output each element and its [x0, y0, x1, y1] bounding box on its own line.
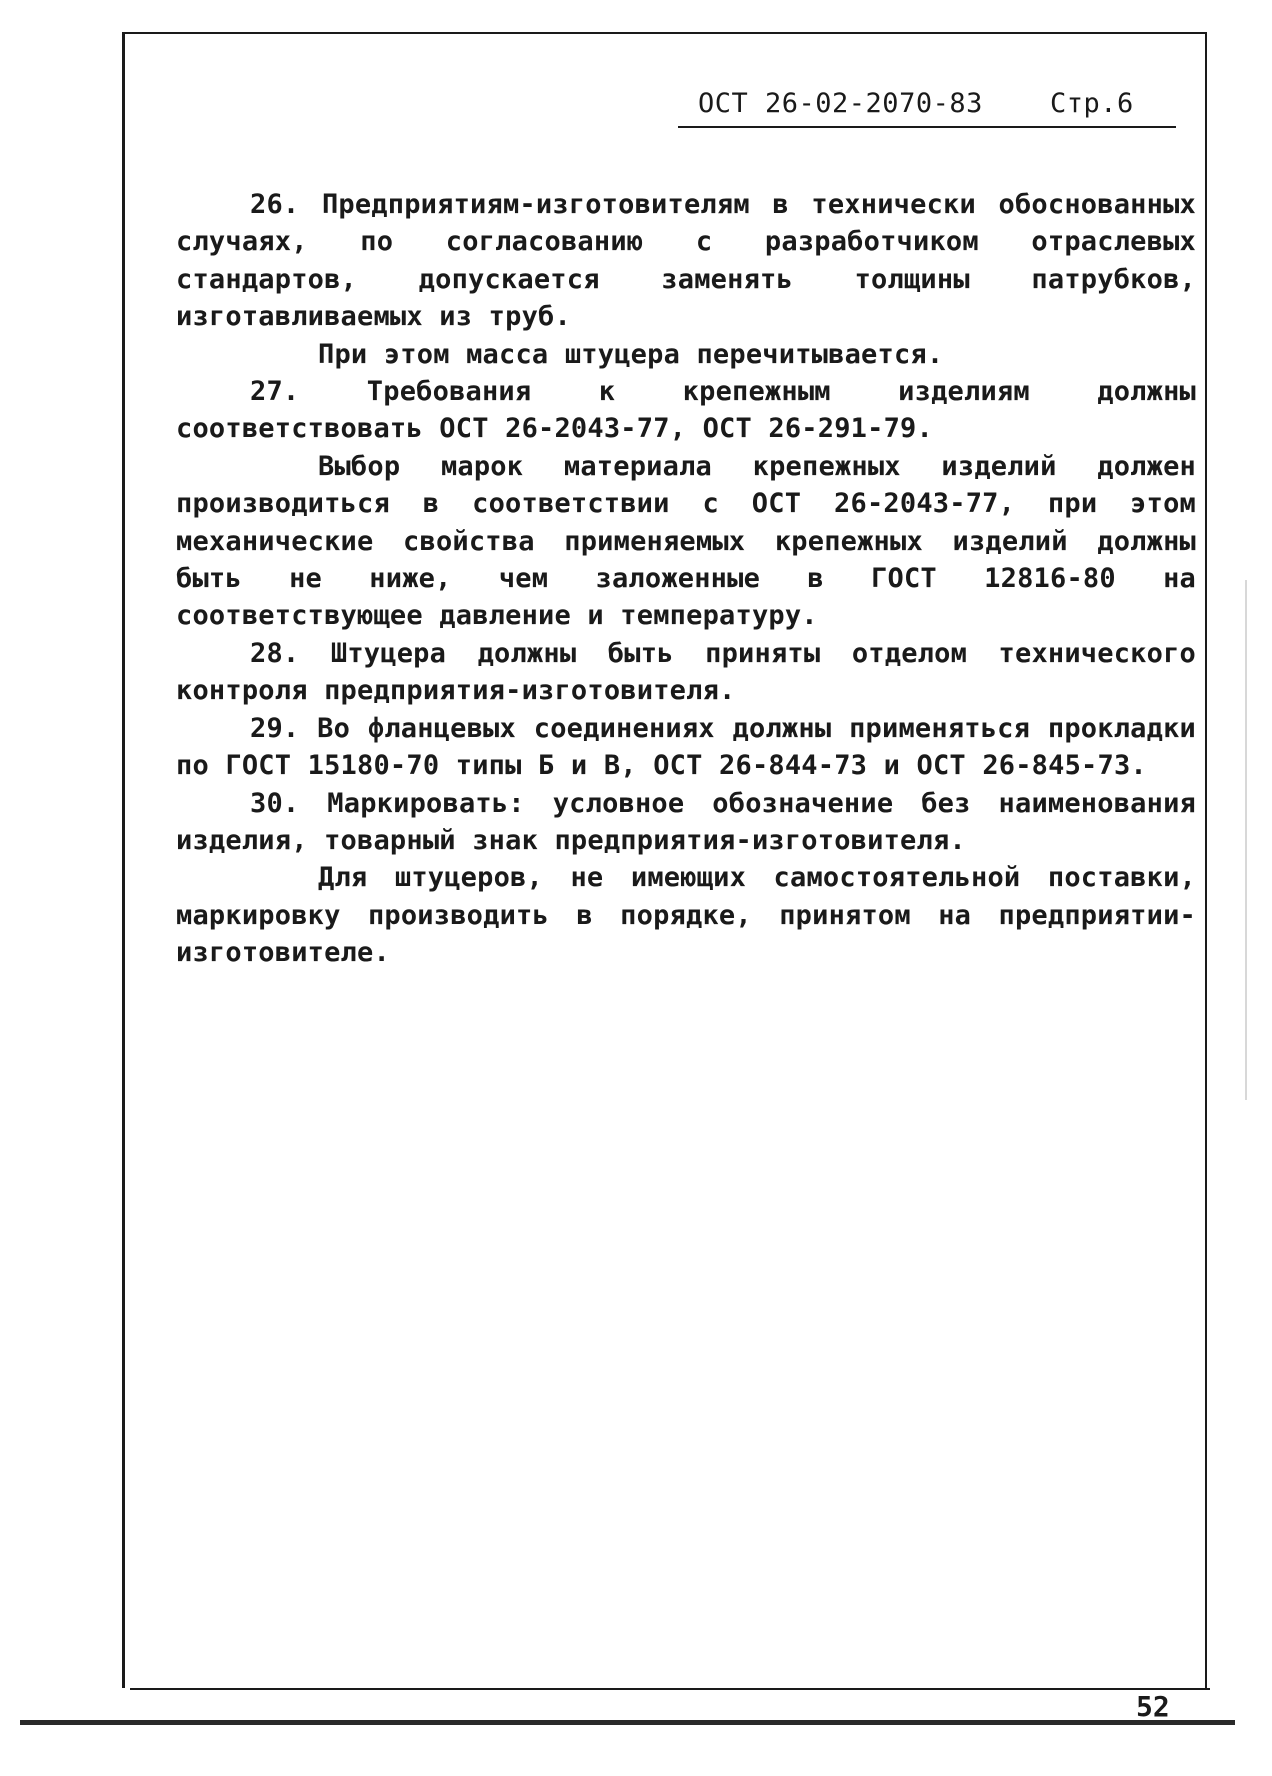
document-code: ОСТ 26-02-2070-83	[698, 88, 983, 119]
paragraph-27: 27. Требования к крепежным изделиям должны соответствовать ОСТ 26-2043-77, ОСТ 26-291-79.	[176, 376, 1196, 445]
page-label: Стр.6	[1050, 88, 1134, 119]
paragraph-27-materials: Выбор марок материала крепежных изделий должен производиться в соответствии с ОСТ 26-2043-77, при этом механические свойства применяемых крепежных изделий должны быть не ниже, чем заложенные в ГОСТ 12816-80 на соответствующее давление и температуру.	[176, 450, 1196, 632]
paragraph-30: 30. Маркировать: условное обозначение без наименования изделия, товарный знак предприятия-изготовителя.	[176, 787, 1196, 856]
page-bottom-rule	[20, 1720, 1235, 1725]
paragraph-28: 28. Штуцера должны быть приняты отделом технического контроля предприятия-изготовителя.	[176, 637, 1196, 707]
document-header	[678, 84, 1176, 128]
paragraph-29: 29. Во фланцевых соединениях должны применяться прокладки по ГОСТ 15180-70 типы Б и В, ОСТ 26-844-73 и ОСТ 26-845-73.	[176, 712, 1196, 782]
page-number: 52	[1136, 1690, 1170, 1723]
scan-edge-mark	[1245, 580, 1247, 1100]
paragraph-30-marking: Для штуцеров, не имеющих самостоятельной поставки, маркировку производить в порядке, принятом на предприятии-изготовителе.	[176, 862, 1196, 969]
document-body	[176, 186, 1196, 972]
paragraph-26: 26. Предприятиям-изготовителям в технически обоснованных случаях, по согласованию с разработчиком отраслевых стандартов, допускается заменять толщины патрубков, изготавливаемых из труб.	[176, 189, 1196, 333]
paragraph-26-note: При этом масса штуцера перечитывается.	[318, 338, 944, 370]
frame-bottom-line	[130, 1688, 1210, 1690]
